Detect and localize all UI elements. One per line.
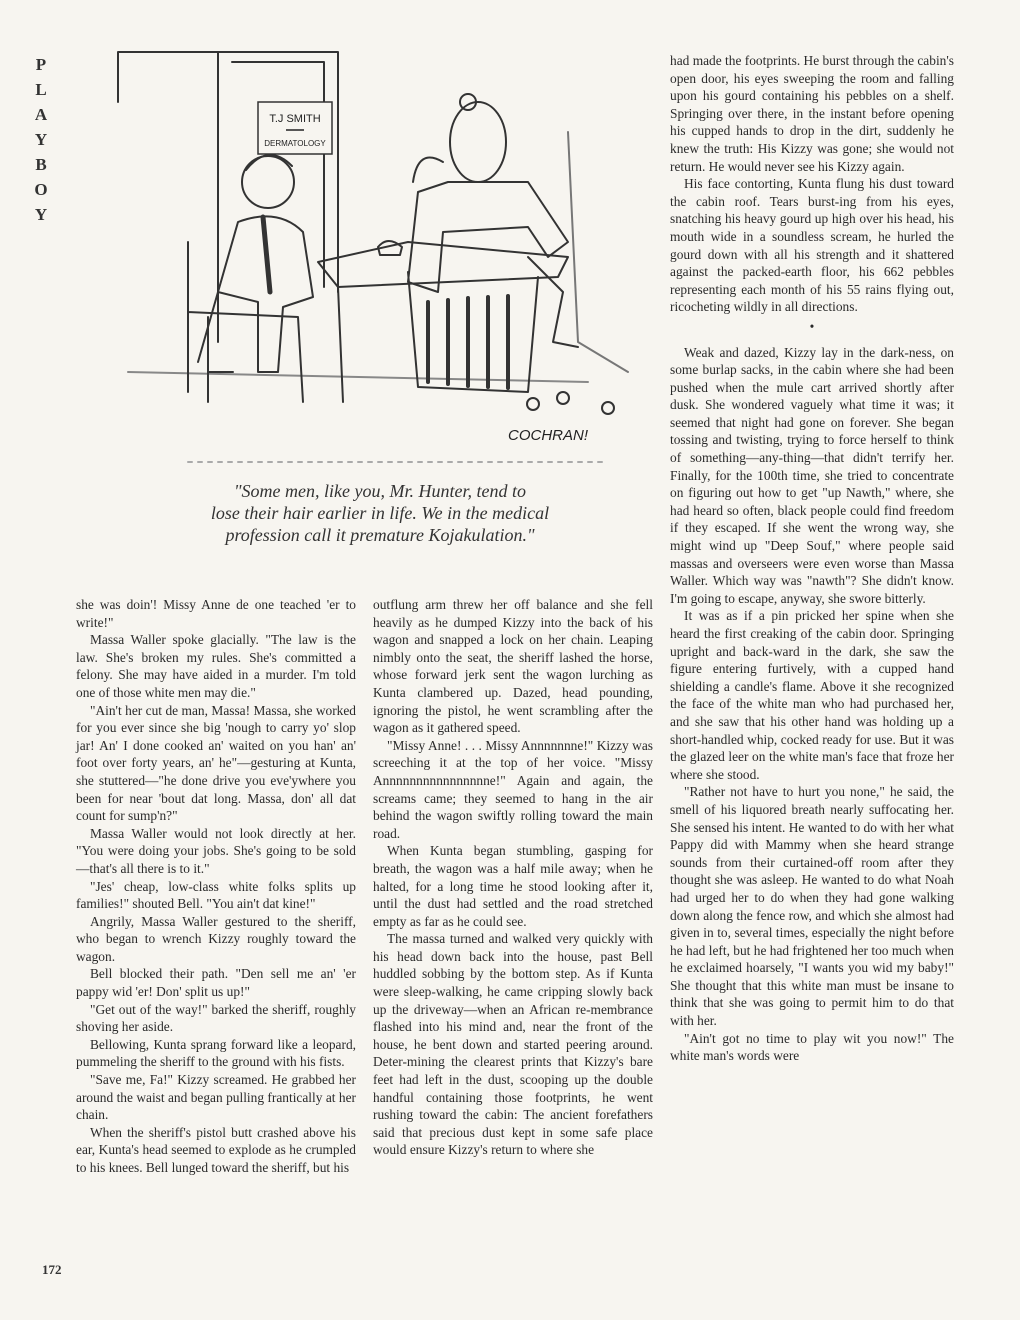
section-break: • (809, 318, 815, 334)
paragraph: had made the footprints. He burst through the cabin's open door, his eyes sweeping the room and falling upon his gourd containing his pebbles on a shelf. Springing over there, in the instant before opening his cupped hands to drop in the dirt, suddenly he knew the truth: His Kizzy was gone; she would not return. He would never see his Kizzy again. (670, 53, 954, 174)
cartoonist-signature: COCHRAN! (507, 427, 589, 444)
masthead (28, 52, 54, 227)
paragraph: "Rather not have to hurt you none," he said, the smell of his liquored breath nearly suffocating her. She sensed his intent. He wanted to do with her what Pappy did with Mammy when she heard strange sounds from their curtained-off room after they thought she was asleep. He wanted to do what Noah had urged her to do when they had gone walking down along the fence row, and which she almost had given in to, several times, especially the night before he had left, but he had frightened her too much when he exclaimed hoarsely, "I wants you wid my baby!" She thought that this white man must be insane to think that she was going to permit him to do that with her. (670, 784, 954, 1029)
paragraph: When the sheriff's pistol butt crashed above his ear, Kunta's head seemed to explode as he crumpled to his knees. Bell lunged toward the sheriff, but his (76, 1124, 356, 1175)
door-sign-name: T.J SMITH (269, 113, 321, 125)
cartoon-caption (150, 480, 610, 546)
cartoon-illustration (108, 42, 648, 472)
paragraph: Bell blocked their path. "Den sell me an' 'er pappy wid 'er! Don' split us up!" (76, 966, 356, 1000)
paragraph: Weak and dazed, Kizzy lay in the dark-ness, on some burlap sacks, in the cabin where she had been pushed when the mule cart arrived shortly after dusk. She wondered vaguely what time it was; it seemed that night had gone on forever. She began tossing and twisting, trying to force herself to think of something—any-thing—that didn't terrify her. Finally, for the 100th time, she tried to concentrate on figuring out how to get "up Nawth," where, she had heard so often, black people could find freedom if they escaped. If she went the wrong way, she might wind up "Deep Souf," where people said massas and overseers were even worse than Massa Waller. Which way was "nawth"? She didn't know. I'm going to escape, anyway, she swore bitterly. (670, 344, 954, 606)
paragraph: "Jes' cheap, low-class white folks splits up families!" shouted Bell. "You ain't dat kine!" (76, 878, 356, 912)
masthead-letter: Y (34, 205, 48, 224)
paragraph: Angrily, Massa Waller gestured to the sheriff, who began to wrench Kizzy roughly toward the wagon. (76, 913, 356, 964)
text-column-3 (670, 52, 954, 1065)
paragraph: His face contorting, Kunta flung his dust toward the cabin roof. Tears burst-ing from his eyes, snatching his heavy gourd up high over his head, his mouth wide in a soundless scream, he hurled the gourd down with all his strength and it shattered against the packed-earth floor, his 662 pebbles representing each month of his 55 rains flying out, ricocheting wildly in all directions. (670, 176, 954, 315)
caption-line: "Some men, like you, Mr. Hunter, tend to (234, 481, 526, 501)
paragraph: "Ain't her cut de man, Massa! Massa, she worked for you ever since she big 'nough to carry yo' slop jar! An' I done cooked an' waited on you han' an' foot over forty years, an' he"—gesturing at Kunta, she stuttered—"he done drive you eve'ywhere you been for near 'bout dat long. Massa, don' all dat count for sump'n?" (76, 702, 356, 824)
text-column-1 (76, 596, 356, 1177)
masthead-letter: P (35, 55, 47, 74)
paragraph: "Missy Anne! . . . Missy Annnnnnne!" Kizzy was screeching it at the top of her voice. "Missy Annnnnnnnnnnnnnnne!" Again and again, the screams came; they seemed to hang in the air behind the wagon swiftly rolling toward the main road. (373, 737, 653, 841)
paragraph: When Kunta began stumbling, gasping for breath, the wagon was a half mile away; when he halted, for a long time he stood looking after it, until the dust had settled and the road stretched empty as far as he could see. (373, 843, 653, 929)
paragraph: "Get out of the way!" barked the sheriff, roughly shoving her aside. (76, 1001, 356, 1035)
paragraph: outflung arm threw her off balance and she fell heavily as he dumped Kizzy into the back of his wagon and snapped a lock on her chain. Leaping nimbly onto the seat, the sheriff lashed the horse, whose forward jerk sent the wagon lurching as Kunta clambered up. Dazed, head pounding, ignoring the pistol, he went scrambling after the wagon as it gathered speed. (373, 597, 653, 736)
paragraph: The massa turned and walked very quickly with his head down back into the house, past Bell huddled sobbing by the bottom step. As if Kunta were sleep-walking, he came cripping slowly back up the driveway—when an African re-membrance flashed into his mind and, near the front of the house, he bent down and started peering around. Deter-mining the clearest prints that Kizzy's bare feet had left in the dust, scooping up the double handful containing those footprints, he went rushing toward the cabin: The ancient forefathers said that precious dust kept in some safe place would ensure Kizzy's return to where she (373, 931, 653, 1158)
paragraph: she was doin'! Missy Anne de one teached 'er to write!" (76, 597, 356, 630)
masthead-letter: B (35, 155, 47, 174)
masthead-letter: O (34, 180, 48, 199)
caption-line: lose their hair earlier in life. We in the medical (210, 503, 550, 523)
page-number: 172 (42, 1262, 62, 1277)
paragraph: Massa Waller would not look directly at her. "You were doing your jobs. She's going to be sold—that's all there is to it." (76, 825, 356, 876)
paragraph: It was as if a pin pricked her spine when she heard the first creaking of the cabin door. Springing upright and back-ward in the dark, she saw the figure entering furtively, with a cupped hand shielding a candle's flame. Above it she recognized the face of the white man who had purchased her, and she saw that his other hand was holding up a short-handled whip, cocked ready for use. But it was the glazed leer on the white man's face that froze her where she stood. (670, 608, 954, 782)
masthead-letter: A (34, 105, 48, 124)
masthead-letter: Y (34, 130, 48, 149)
door-sign-title: DERMATOLOGY (264, 139, 326, 148)
masthead-letter: L (35, 80, 47, 99)
paragraph: Bellowing, Kunta sprang forward like a leopard, pummeling the sheriff to the ground with his fists. (76, 1036, 356, 1070)
caption-line: profession call it premature Kojakulation." (225, 525, 535, 545)
paragraph: Massa Waller spoke glacially. "The law is the law. She's broken my rules. She's committed a felony. She may have aided in a murder. I'm told one of those white men may die." (76, 632, 356, 700)
text-column-2 (373, 596, 653, 1159)
paragraph: "Save me, Fa!" Kizzy screamed. He grabbed her around the waist and began pulling frantically at her chain. (76, 1072, 356, 1123)
paragraph: "Ain't got no time to play wit you now!" The white man's words were (670, 1030, 954, 1064)
